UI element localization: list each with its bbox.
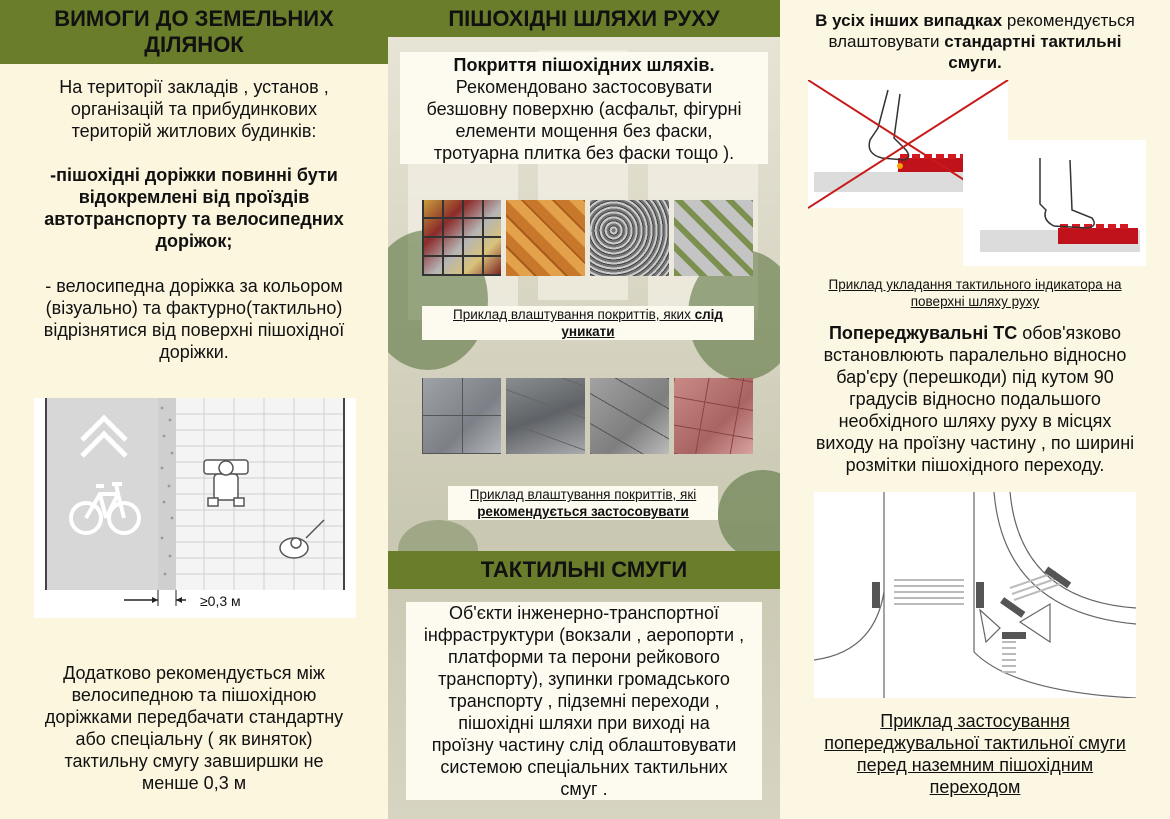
- intro-line: На території закладів , установ ,: [59, 77, 329, 97]
- warn-line: необхідного шляху руху в місцях: [838, 411, 1112, 431]
- top-emph: смуги.: [948, 53, 1002, 72]
- additional-recommendation: [0, 662, 388, 794]
- caption-tactile-indicator: [780, 276, 1170, 310]
- top-line: [780, 52, 1170, 73]
- req-line: - велосипедна доріжка за кольором: [45, 276, 343, 296]
- pedestrian-paths-column: [388, 0, 780, 819]
- pedestrian-paths-header: [388, 0, 780, 37]
- warn-emph: Попереджувальні ТС: [828, 323, 1018, 343]
- tactile-indicator-drawing: [808, 80, 1146, 266]
- tactile-line: транспорту , підземні переходи ,: [448, 691, 720, 711]
- intro-text: [0, 76, 388, 142]
- paving-sample-red-slab: [674, 378, 753, 454]
- req-line: доріжок;: [155, 231, 233, 251]
- background-plant: [718, 470, 780, 560]
- coating-box: [400, 52, 768, 164]
- req-line: -пішохідні доріжки повинні бути: [50, 165, 338, 185]
- pedestrian-paths-header-text: ПІШОХІДНІ ШЛЯХИ РУХУ: [448, 6, 720, 31]
- standard-strips-text: [780, 10, 1170, 73]
- warn-line: градусів відносно подальшого: [849, 389, 1101, 409]
- tactile-line: пішохідні шляхи при виході на: [458, 713, 710, 733]
- tactile-line: платформи та перони рейкового: [448, 647, 720, 667]
- caption-avoid-text: Приклад влаштування покриттів, яких: [453, 307, 695, 322]
- warn-line: встановлюють паралельно відносно: [823, 345, 1127, 365]
- paving-sample-herringbone: [506, 200, 585, 276]
- coating-line: безшовну поверхню (асфальт, фігурні: [426, 99, 742, 119]
- tactile-line: Об'єкти інженерно-транспортної: [449, 603, 719, 623]
- caption-recommended-emph: рекомендується застосовувати: [477, 504, 689, 519]
- dimension-label: ≥0,3 м: [200, 593, 241, 609]
- top-text: влаштовувати: [828, 32, 945, 51]
- req-line: автотранспорту та велосипедних: [44, 209, 344, 229]
- caption1-line: поверхні шляху руху: [910, 294, 1040, 309]
- land-plots-column: [0, 0, 388, 819]
- req-line: (візуально) та фактурно(тактильно): [45, 298, 343, 318]
- caption-recommended: [448, 486, 718, 520]
- top-line: [780, 31, 1170, 52]
- tactile-line: проїзну частину слід облаштовувати: [431, 735, 737, 755]
- extra-line: Додатково рекомендується між: [63, 663, 325, 683]
- req-line: відрізнятися від поверхні пішохідної: [43, 320, 345, 340]
- extra-line: велосипедною та пішохідною: [71, 685, 317, 705]
- warn-line: бар'єру (перешкоди) під кутом 90: [836, 367, 1114, 387]
- paving-sample-grey-slab: [590, 378, 669, 454]
- requirement-bike-lane: [0, 275, 388, 363]
- caption-avoid-emph: слід: [694, 307, 723, 322]
- warning-strips-text: [780, 322, 1170, 476]
- caption2-line: Приклад застосування: [880, 711, 1070, 731]
- caption2-line: попереджувальної тактильної смуги: [824, 733, 1126, 753]
- tactile-strips-header-text: ТАКТИЛЬНІ СМУГИ: [480, 557, 688, 582]
- caption-avoid-emph: уникати: [561, 324, 615, 339]
- caption-warning-strip: [780, 710, 1170, 798]
- land-plots-header: [0, 0, 388, 64]
- tactile-line: інфраструктури (вокзали , аеропорти ,: [423, 625, 745, 645]
- extra-line: тактильну смугу завширшки не: [64, 751, 324, 771]
- req-line: відокремлені від проїздів: [78, 187, 310, 207]
- paving-sample-grass-grid: [674, 200, 753, 276]
- tactile-line: системою спеціальних тактильних: [440, 757, 728, 777]
- caption2-line: переходом: [929, 777, 1021, 797]
- caption-recommended-text: Приклад влаштування покриттів, які: [469, 487, 697, 502]
- warn-text: обов'язково: [1017, 323, 1122, 343]
- extra-line: менше 0,3 м: [141, 773, 247, 793]
- warn-line: [780, 322, 1170, 344]
- top-emph: В усіх інших випадках: [815, 11, 1003, 30]
- bike-path-diagram: [34, 398, 356, 618]
- top-emph: стандартні тактильні: [944, 32, 1122, 51]
- caption2-line: перед наземним пішохідним: [856, 755, 1094, 775]
- coating-line: Рекомендовано застосовувати: [455, 77, 713, 97]
- paving-sample-stone-slab: [506, 378, 585, 454]
- intro-line: територій житлових будинків:: [71, 121, 317, 141]
- tactile-strips-header: [388, 551, 780, 589]
- req-line: доріжки.: [159, 342, 229, 362]
- extra-line: доріжками передбачати стандартну: [44, 707, 344, 727]
- paving-sample-multicolor: [422, 200, 501, 276]
- tactile-indicator-illustration: [808, 80, 1146, 266]
- top-line: [780, 10, 1170, 31]
- coating-title: Покриття пішохідних шляхів.: [453, 55, 715, 75]
- tactile-guidance-column: [780, 0, 1170, 819]
- tactile-line: транспорту), зупинки громадського: [438, 669, 730, 689]
- warn-line: виходу на проїзну частину , по ширині: [815, 433, 1135, 453]
- paving-sample-granite-slab: [422, 378, 501, 454]
- crossing-plan-diagram: [814, 492, 1136, 698]
- tactile-line: смуг .: [560, 779, 608, 799]
- intro-line: організацій та прибудинкових: [70, 99, 318, 119]
- crossing-plan-drawing: [814, 492, 1136, 698]
- top-text: рекомендується: [1002, 11, 1135, 30]
- extra-line: або спеціальну ( як виняток): [75, 729, 313, 749]
- paving-sample-gravel: [590, 200, 669, 276]
- warn-line: розмітки пішохідного переходу.: [845, 455, 1105, 475]
- bike-path-illustration: [34, 398, 356, 618]
- coating-line: тротуарна плитка без фаски тощо ).: [433, 143, 735, 163]
- caption1-line: Приклад укладання тактильного індикатора на: [828, 277, 1122, 292]
- tactile-box: [406, 602, 762, 800]
- coating-line: елементи мощення без фаски,: [455, 121, 713, 141]
- caption-avoid: [422, 306, 754, 340]
- requirement-separation: [0, 164, 388, 252]
- land-plots-header-text: ВИМОГИ ДО ЗЕМЕЛЬНИХ ДІЛЯНОК: [54, 6, 334, 57]
